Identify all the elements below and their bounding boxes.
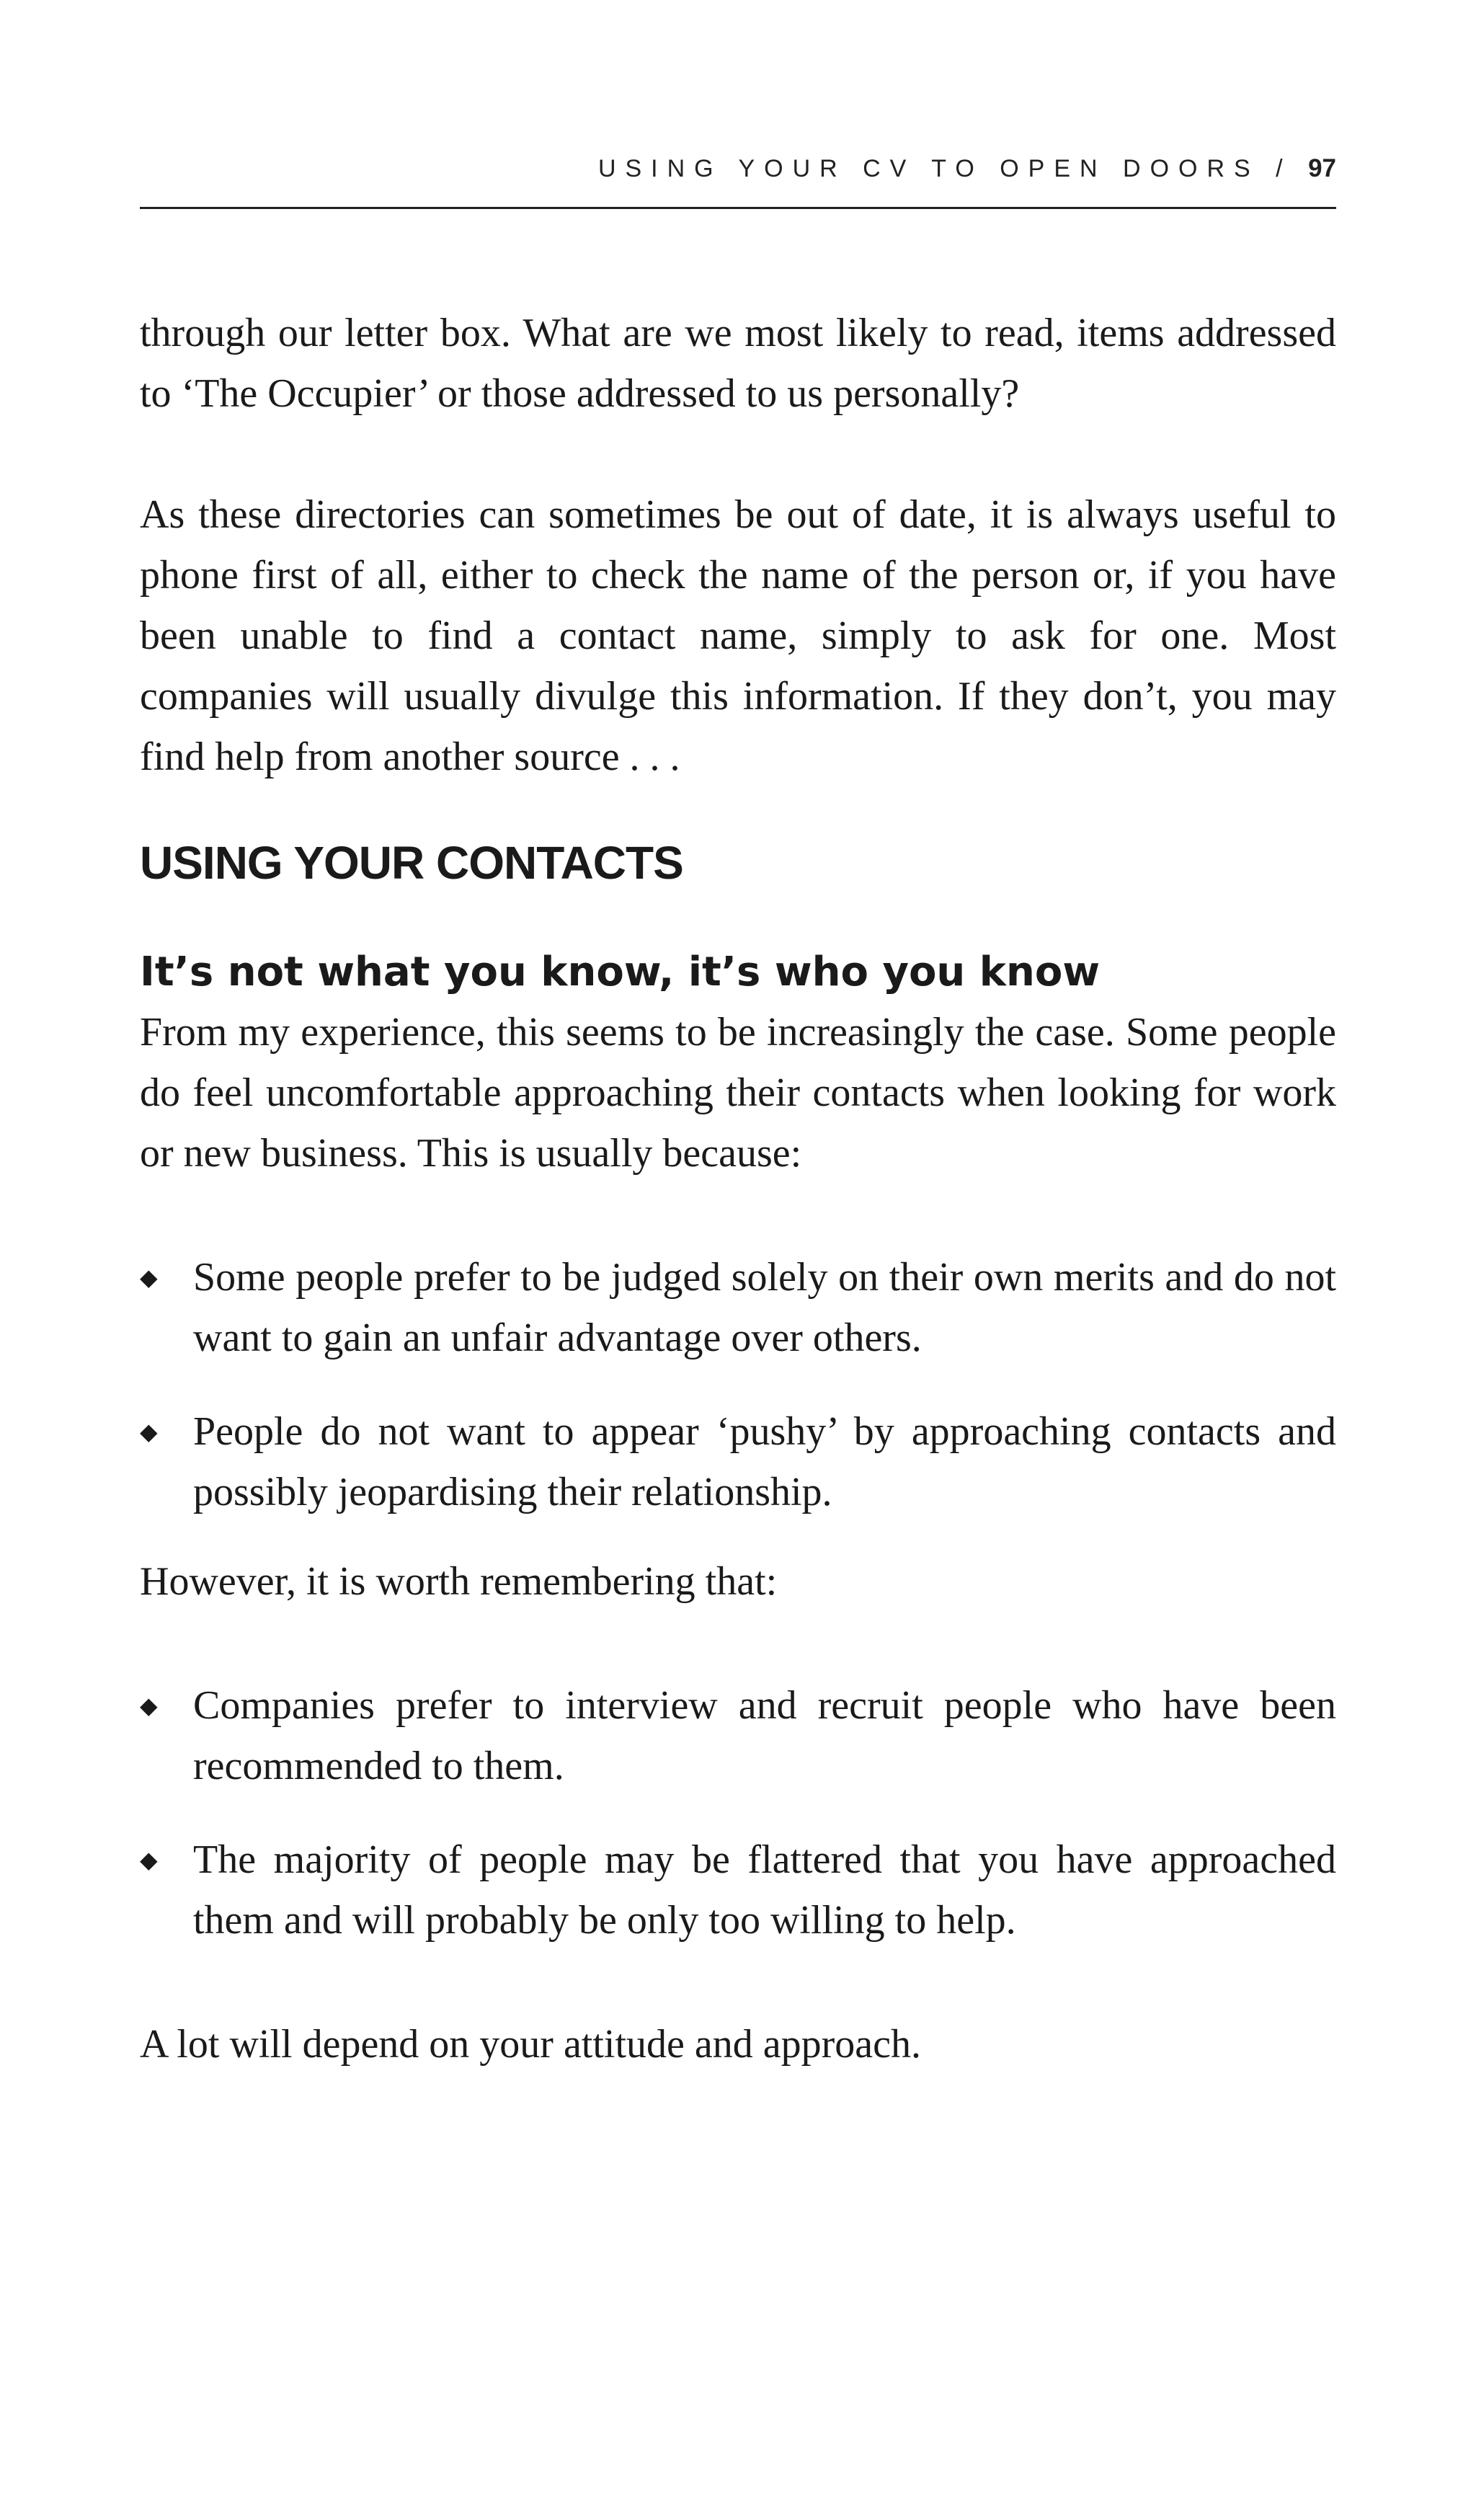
points-list	[140, 1675, 1336, 1951]
list-item-text: Some people prefer to be judged solely on their own merits and do not want to gain an unfair advantage over others.	[193, 1255, 1336, 1360]
list-item	[140, 1829, 1336, 1951]
diamond-bullet-icon: ◆	[140, 1692, 158, 1719]
running-title: USING YOUR CV TO OPEN DOORS /	[597, 155, 1292, 182]
list-item-text: Companies prefer to interview and recruit people who have been recommended to them.	[193, 1683, 1336, 1788]
paragraph-however: However, it is worth remembering that:	[140, 1559, 778, 1604]
page-number: 97	[1308, 154, 1336, 182]
section-heading: USING YOUR CONTACTS	[140, 837, 683, 889]
diamond-bullet-icon: ◆	[140, 1264, 158, 1291]
list-item	[140, 1675, 1336, 1796]
list-item-text: The majority of people may be flattered that you have approached them and will probably be only too willing to help.	[193, 1837, 1336, 1943]
diamond-bullet-icon: ◆	[140, 1418, 158, 1445]
paragraph-directories: As these directories can sometimes be out of date, it is always useful to phone first of all, either to check the name of the person or, if you have been unable to find a contact name, simply to ask for one. Most companies will usually divulge this information. If they don’t, you may find help from another source . . .	[140, 492, 1336, 779]
list-item	[140, 1247, 1336, 1368]
list-item-text: People do not want to appear ‘pushy’ by approaching contacts and possibly jeopardising their relationship.	[193, 1409, 1336, 1514]
subheading: It’s not what you know, it’s who you know	[140, 949, 1101, 995]
reasons-list	[140, 1247, 1336, 1522]
running-header	[598, 154, 1336, 183]
list-item	[140, 1401, 1336, 1522]
paragraph-experience: From my experience, this seems to be increasingly the case. Some people do feel uncomfortable approaching their contacts when looking for work or new business. This is usually because:	[140, 1010, 1336, 1176]
diamond-bullet-icon: ◆	[140, 1846, 158, 1873]
paragraph-closing: A lot will depend on your attitude and approach.	[140, 2022, 921, 2067]
body-text	[140, 303, 1336, 2075]
paragraph-continuation: through our letter box. What are we most likely to read, items addressed to ‘The Occupier’ or those addressed to us personally?	[140, 311, 1336, 416]
header-rule	[140, 207, 1336, 209]
